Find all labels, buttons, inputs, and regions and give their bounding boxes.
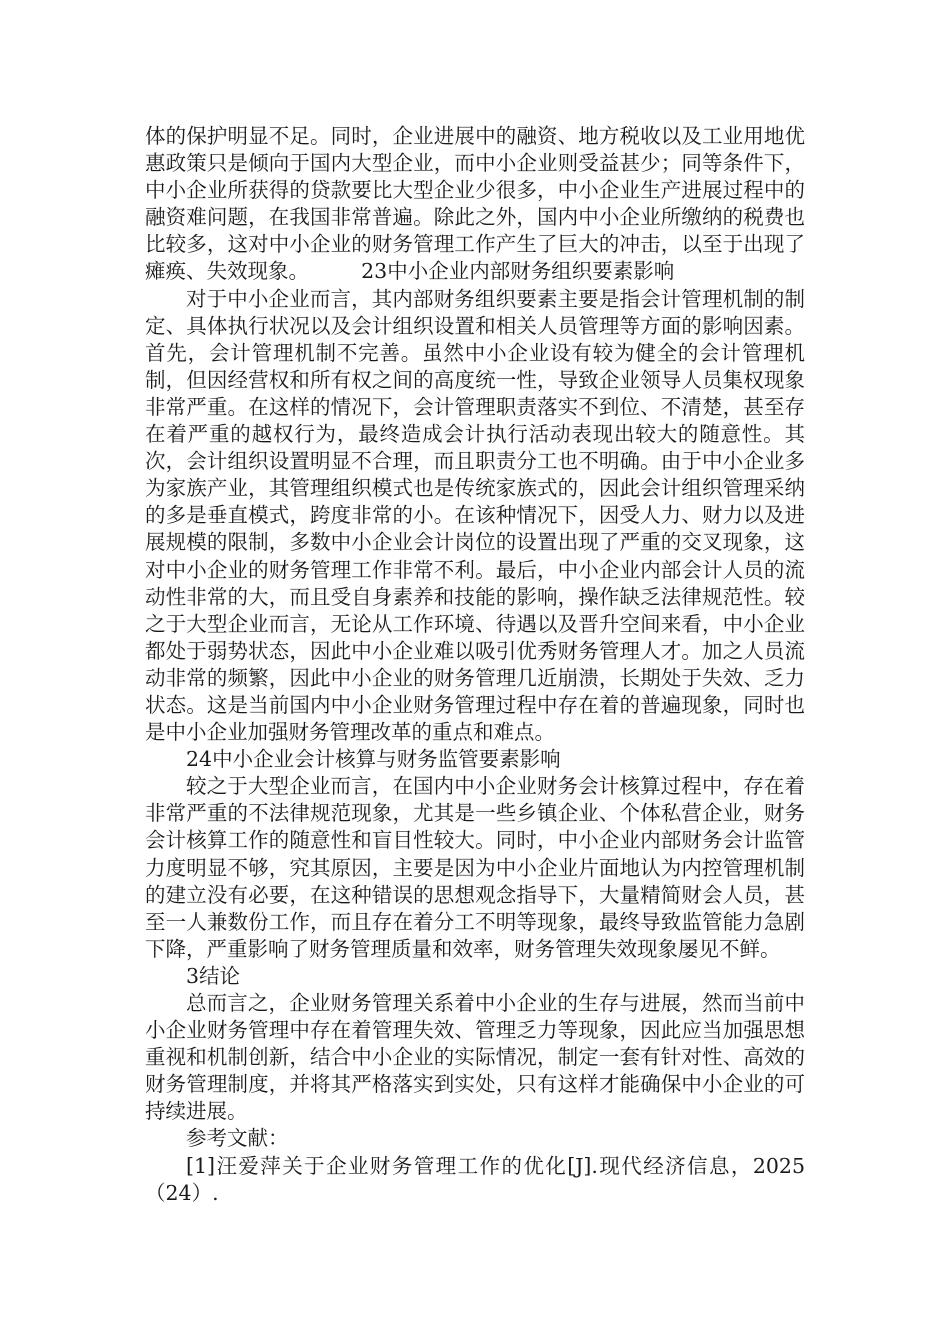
reference-item: [1]汪爱萍关于企业财务管理工作的优化[J].现代经济信息，2025（24）. bbox=[145, 1153, 805, 1205]
paragraph-financial-organization: 对于中小企业而言，其内部财务组织要素主要是指会计管理机制的制定、具体执行状况以及会计组织设置和相关人员管理等方面的影响因素。首先，会计管理机制不完善。虽然中小企业设有较为健全的会计管理机制，但因经营权和所有权之间的高度统一性，导致企业领导人员集权现象非常严重。在这样的情况下，会计管理职责落实不到位、不清楚，甚至存在着严重的越权行为，最终造成会计执行活动表现出较大的随意性。其次，会计组织设置明显不合理，而且职责分工也不明确。由于中小企业多为家族产业，其管理组织模式也是传统家族式的，因此会计组织管理采纳的多是垂直模式，跨度非常的小。在该种情况下，因受人力、财力以及进展规模的限制，多数中小企业会计岗位的设置出现了严重的交叉现象，这对中小企业的财务管理工作非常不利。最后，中小企业内部会计人员的流动性非常的大，而且受自身素养和技能的影响，操作缺乏法律规范性。较之于大型企业而言，无论从工作环境、待遇以及晋升空间来看，中小企业都处于弱势状态，因此中小企业难以吸引优秀财务管理人才。加之人员流动非常的频繁，因此中小企业的财务管理几近崩溃，长期处于失效、乏力状态。这是当前国内中小企业财务管理过程中存在着的普遍现象，同时也是中小企业加强财务管理改革的重点和难点。 bbox=[145, 286, 805, 745]
section-heading-accounting-supervision: 24中小企业会计核算与财务监管要素影响 bbox=[186, 747, 561, 772]
references-heading: 参考文献： bbox=[186, 1126, 289, 1151]
document-body bbox=[145, 123, 805, 1207]
paragraph-continuation: 体的保护明显不足。同时，企业进展中的融资、地方税收以及工业用地优惠政策只是倾向于国内大型企业，而中小企业则受益甚少；同等条件下，中小企业所获得的贷款要比大型企业少很多，中小企业生产进展过程中的融资难问题，在我国非常普遍。除此之外，国内中小企业所缴纳的税费也比较多，这对中小企业的财务管理工作产生了巨大的冲击，以至于出现了瘫痪、失效现象。 23中小企业内部财务组织要素影响 bbox=[145, 124, 805, 284]
paragraph-accounting-supervision: 较之于大型企业而言，在国内中小企业财务会计核算过程中，存在着非常严重的不法律规范现象，尤其是一些乡镇企业、个体私营企业，财务会计核算工作的随意性和盲目性较大。同时，中小企业内部财务会计监管力度明显不够，究其原因，主要是因为中小企业片面地认为内控管理机制的建立没有必要，在这种错误的思想观念指导下，大量精简财会人员，甚至一人兼数份工作，而且存在着分工不明等现象，最终导致监管能力急剧下降，严重影响了财务管理质量和效率，财务管理失效现象屡见不鲜。 bbox=[145, 774, 805, 961]
section-heading-conclusion: 3结论 bbox=[186, 963, 241, 988]
paragraph-conclusion: 总而言之，企业财务管理关系着中小企业的生存与进展，然而当前中小企业财务管理中存在着管理失效、管理乏力等现象，因此应当加强思想重视和机制创新，结合中小企业的实际情况，制定一套有针对性、高效的财务管理制度，并将其严格落实到实处，只有这样才能确保中小企业的可持续进展。 bbox=[145, 991, 805, 1124]
